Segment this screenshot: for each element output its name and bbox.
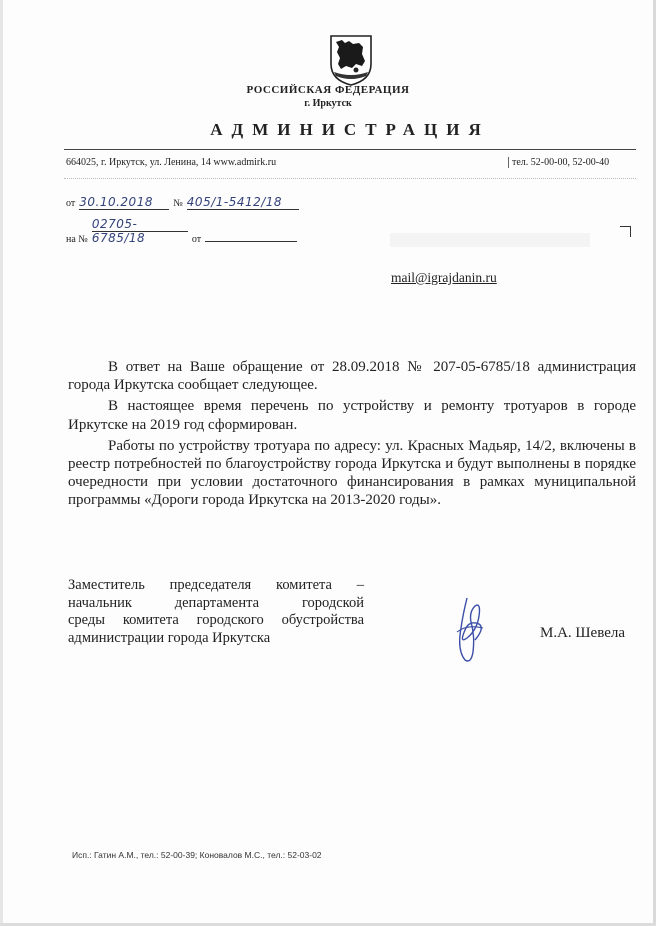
- body-paragraph: В ответ на Ваше обращение от 28.09.2018 № 207-05-6785/18 администрация города Иркутска сообщает следующее.: [68, 359, 636, 394]
- reference-date-blank: [205, 227, 297, 242]
- ref-from-label: от: [191, 234, 202, 245]
- city-title: г. Иркутск: [304, 98, 352, 109]
- header-divider: [64, 149, 636, 150]
- signatory-line: администрации города Иркутска: [68, 629, 271, 646]
- reference-registration: [66, 217, 297, 247]
- administration-title: АДМИНИСТРАЦИЯ: [210, 120, 490, 139]
- number-label: №: [173, 198, 183, 209]
- from-label: от: [66, 198, 76, 209]
- reference-number: 02705-6785/18: [92, 217, 188, 232]
- address-divider: [64, 178, 636, 179]
- address-block-corner: [620, 226, 631, 237]
- signatory-line: Заместитель председателя комитета –: [68, 577, 364, 593]
- ref-label: на №: [66, 234, 88, 245]
- body-paragraph: Работы по устройству тротуара по адресу: ул. Красных Мадьяр, 14/2, включены в реестр потребностей по благоустройству города Иркутска и будут выполнены в порядке очередности при условии достаточного финансирования в рамках муниципальной программы «Дороги города Иркутска на 2013-2020 годы».: [68, 437, 636, 509]
- executors-footer: Исп.: Гатин А.М., тел.: 52-00-39; Коновалов М.С., тел.: 52-03-02: [72, 850, 322, 860]
- federation-title: РОССИЙСКАЯ ФЕДЕРАЦИЯ: [246, 84, 410, 96]
- phone-line: тел. 52-00-00, 52-00-40: [508, 157, 609, 168]
- signatory-line: начальник департамента городской: [68, 594, 364, 611]
- redacted-recipient: [390, 233, 590, 247]
- recipient-email: mail@igrajdanin.ru: [391, 270, 497, 285]
- outgoing-date: 30.10.2018: [79, 195, 169, 210]
- body-paragraph: В настоящее время перечень по устройству и ремонту тротуаров в городе Иркутске на 2019 год сформирован.: [68, 398, 636, 433]
- address-line: 664025, г. Иркутск, ул. Ленина, 14 www.admirk.ru: [66, 157, 277, 168]
- handwritten-signature-icon: [445, 594, 495, 666]
- outgoing-registration: [66, 193, 299, 211]
- irkutsk-coat-of-arms-icon: [326, 34, 376, 86]
- letter-body: [68, 358, 636, 513]
- signatory-name: М.А. Шевела: [540, 625, 626, 641]
- outgoing-number: 405/1-5412/18: [187, 195, 299, 210]
- signatory-position: [68, 577, 364, 647]
- signatory-line: среды комитета городского обустройства: [68, 612, 364, 628]
